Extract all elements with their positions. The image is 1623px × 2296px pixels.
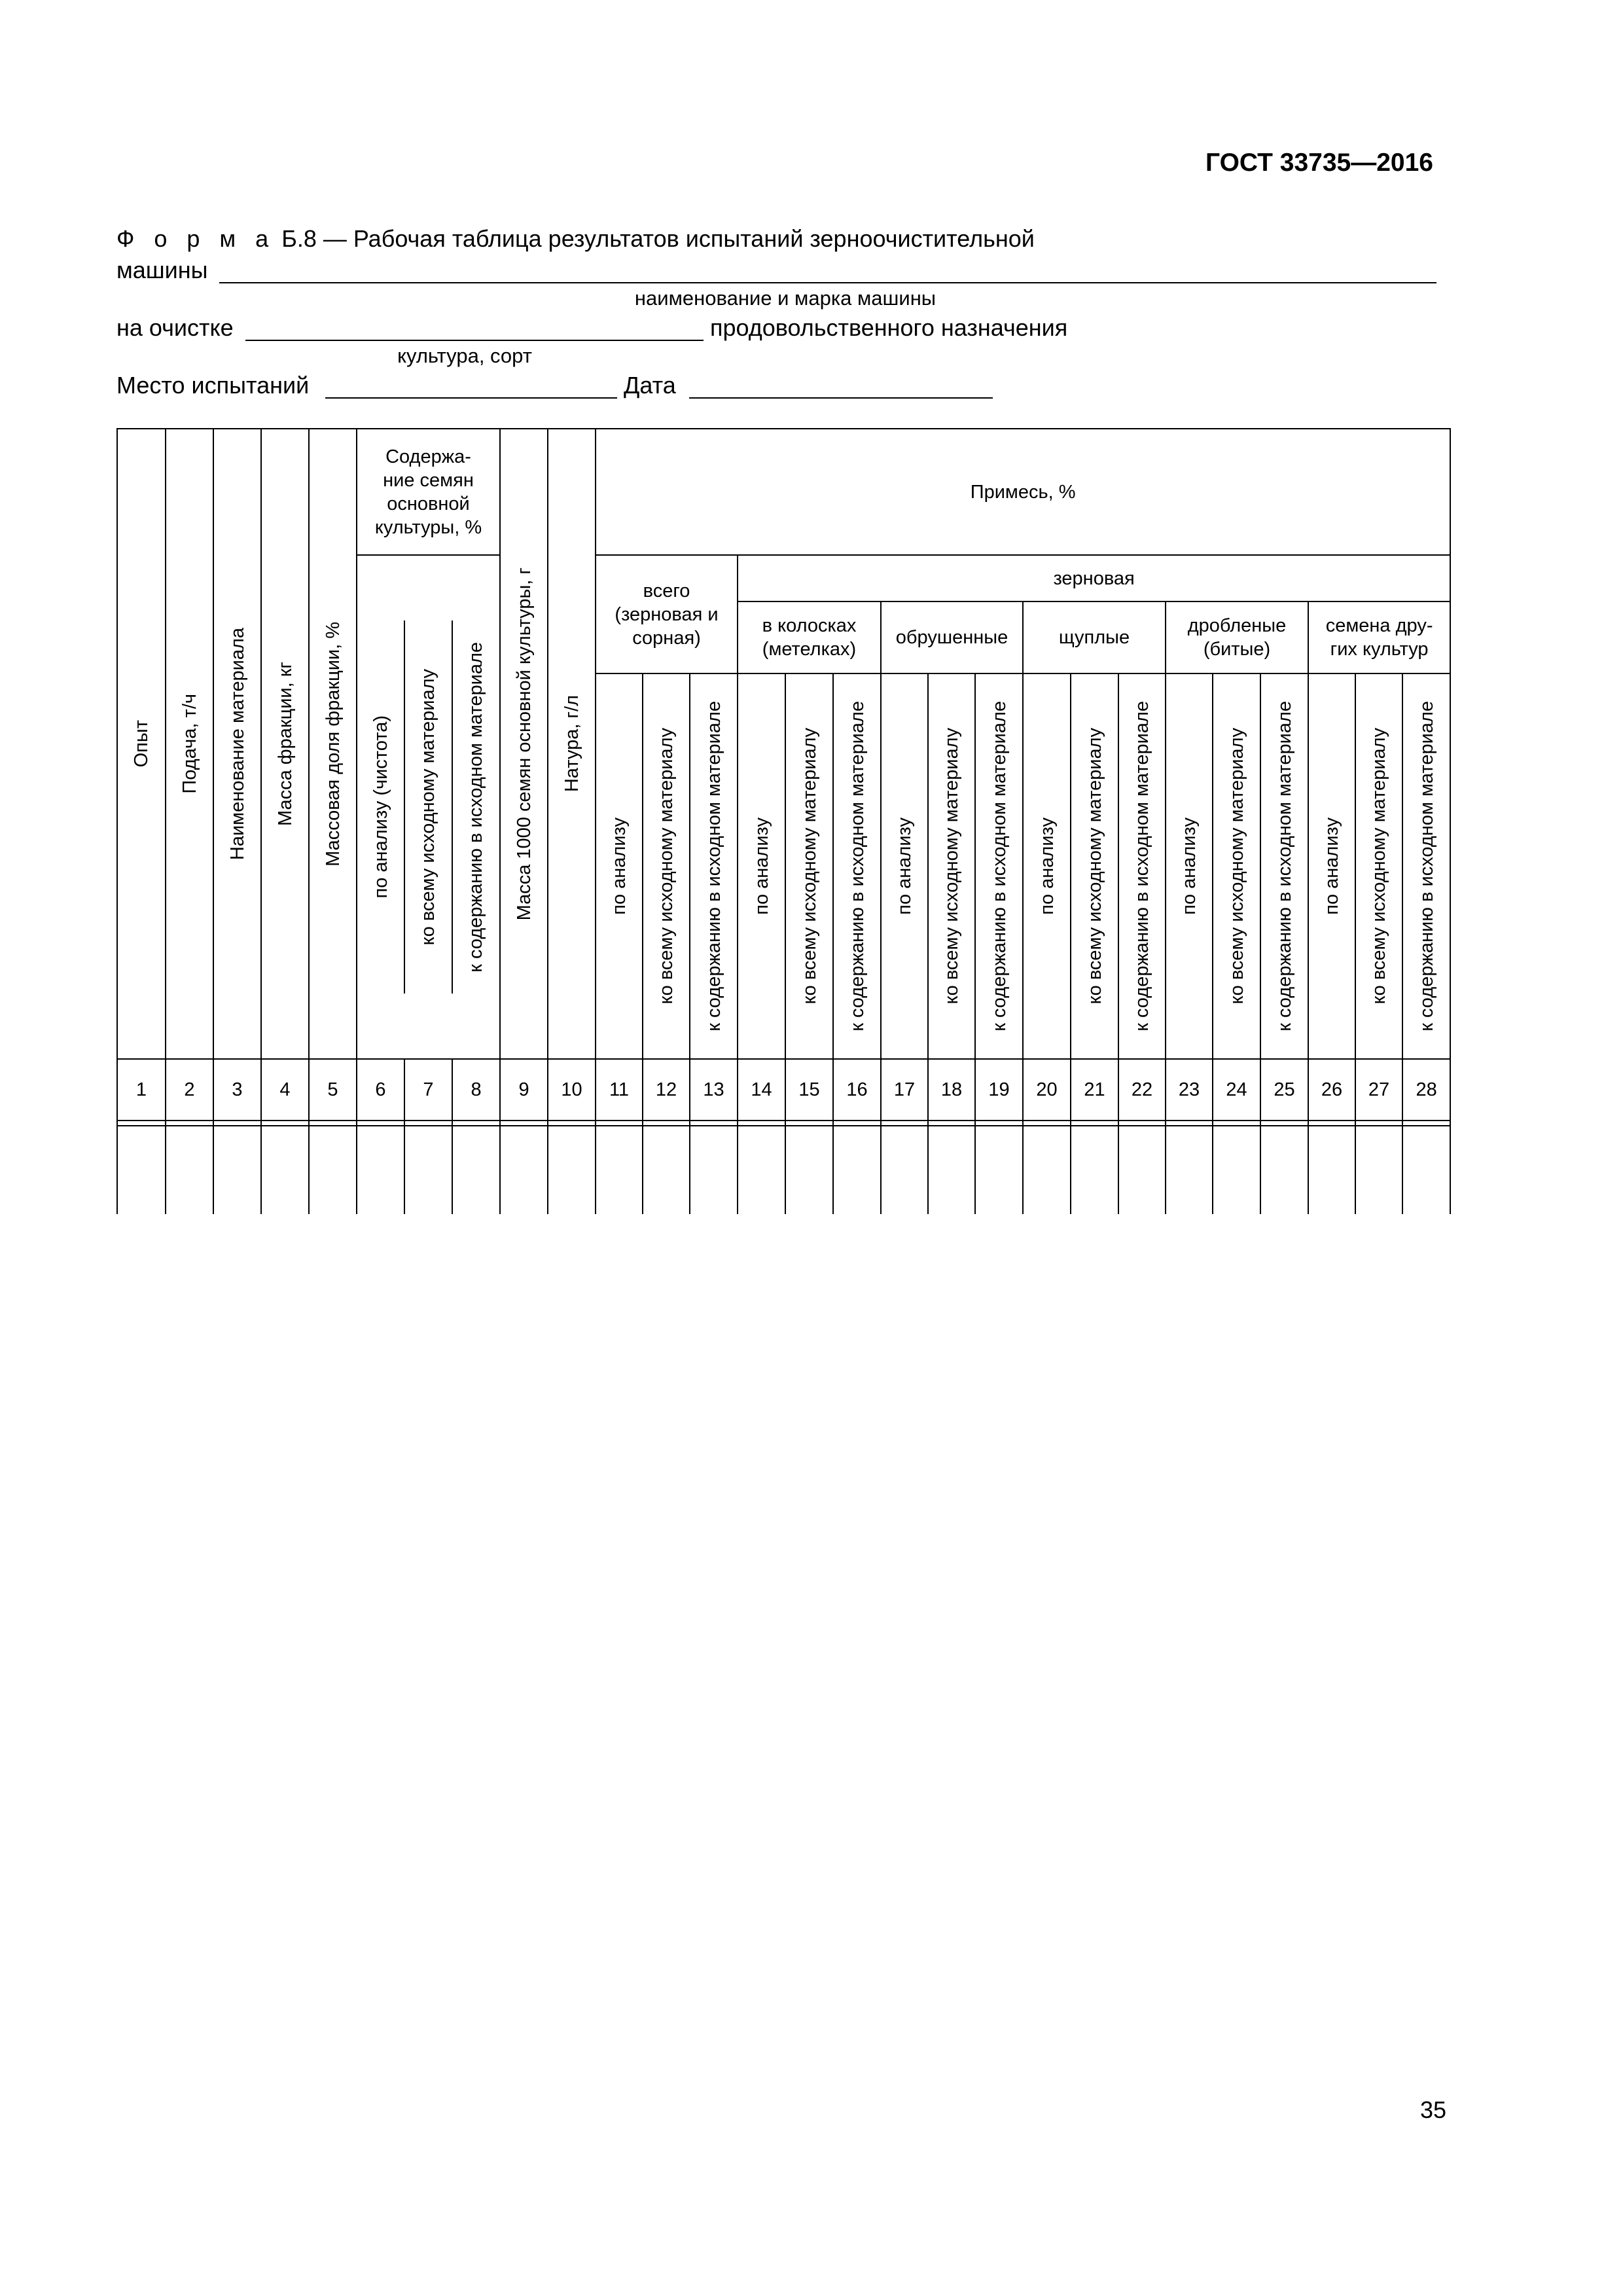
subheader-text: ко всему исходному материалу xyxy=(656,728,677,1005)
column-number: 7 xyxy=(404,1059,452,1121)
table-cell[interactable] xyxy=(785,1126,833,1214)
header-other-seeds: семена дру- гих культур xyxy=(1308,601,1450,673)
table-cell[interactable] xyxy=(1308,1126,1355,1214)
column-number: 12 xyxy=(643,1059,690,1121)
data-entry-row[interactable] xyxy=(117,1126,1450,1214)
table-cell[interactable] xyxy=(1023,1126,1071,1214)
form-title xyxy=(116,224,1035,253)
table-cell[interactable] xyxy=(1355,1126,1402,1214)
header-hulled: обрушенные xyxy=(881,601,1023,673)
table-cell[interactable] xyxy=(213,1126,261,1214)
table-cell[interactable] xyxy=(309,1126,357,1214)
column-number: 22 xyxy=(1118,1059,1166,1121)
culture-field[interactable] xyxy=(245,340,704,341)
place-label: Место испытаний xyxy=(116,372,310,399)
column-number: 3 xyxy=(213,1059,261,1121)
column-number: 23 xyxy=(1166,1059,1213,1121)
header-grain-impurity: зерновая xyxy=(738,555,1450,601)
column-number: 21 xyxy=(1071,1059,1118,1121)
subheader-text: по анализу xyxy=(1179,817,1200,915)
header-main-crop-content: Содержа- ние семян основной культуры, % xyxy=(357,429,500,555)
header-content-to-content xyxy=(452,620,499,994)
column-number: 25 xyxy=(1260,1059,1308,1121)
header-content-to-all-text: ко всему исходному материалу xyxy=(418,668,439,946)
column-number: 2 xyxy=(166,1059,213,1121)
subheader-text: к содержанию в исходном материале xyxy=(846,701,868,1031)
header-ears-by-analysis xyxy=(738,673,785,1059)
header-content-to-content-text: к содержанию в исходном материале xyxy=(465,641,487,973)
header-fraction-mass xyxy=(261,429,309,1059)
column-number: 10 xyxy=(548,1059,596,1121)
column-number-row xyxy=(117,1059,1450,1121)
table-cell[interactable] xyxy=(404,1126,452,1214)
header-content-by-analysis-text: по анализу (чистота) xyxy=(370,715,391,899)
header-shrunk: щуплые xyxy=(1023,601,1166,673)
column-number: 15 xyxy=(785,1059,833,1121)
cleaning-label: на очистке xyxy=(116,314,234,341)
place-field[interactable] xyxy=(325,397,617,399)
table-cell[interactable] xyxy=(975,1126,1023,1214)
table-cell[interactable] xyxy=(261,1126,309,1214)
date-field[interactable] xyxy=(689,397,993,399)
header-crushed-to-content xyxy=(1260,673,1308,1059)
header-fraction-share xyxy=(309,429,357,1059)
header-thousand-seed-mass xyxy=(500,429,548,1059)
column-number: 19 xyxy=(975,1059,1023,1121)
header-content-to-all xyxy=(404,620,452,994)
table-cell[interactable] xyxy=(881,1126,928,1214)
column-number: 18 xyxy=(928,1059,975,1121)
subheader-text: по анализу xyxy=(1321,817,1343,915)
form-title-rest: Б.8 — Рабочая таблица результатов испытаний зерноочистительной xyxy=(275,225,1035,252)
header-shrunk-to-content xyxy=(1118,673,1166,1059)
subheader-text: ко всему исходному материалу xyxy=(1226,728,1247,1005)
header-other-to-all xyxy=(1355,673,1402,1059)
column-number: 28 xyxy=(1402,1059,1450,1121)
column-number: 24 xyxy=(1213,1059,1260,1121)
header-fraction-share-text: Массовая доля фракции, % xyxy=(322,621,344,867)
column-number: 26 xyxy=(1308,1059,1355,1121)
subheader-text: ко всему исходному материалу xyxy=(1368,728,1390,1005)
header-total-to-content xyxy=(690,673,738,1059)
column-number: 14 xyxy=(738,1059,785,1121)
table-cell[interactable] xyxy=(1260,1126,1308,1214)
column-number: 1 xyxy=(117,1059,166,1121)
header-test-weight-text: Натура, г/л xyxy=(561,695,582,793)
subheader-text: по анализу xyxy=(609,817,630,915)
header-material-name-text: Наименование материала xyxy=(226,627,248,861)
table-cell[interactable] xyxy=(738,1126,785,1214)
subheader-text: к содержанию в исходном материале xyxy=(1132,701,1153,1031)
header-feed xyxy=(166,429,213,1059)
table-cell[interactable] xyxy=(1402,1126,1450,1214)
column-number: 9 xyxy=(500,1059,548,1121)
header-in-ears: в колосках (метелках) xyxy=(738,601,881,673)
header-other-to-content xyxy=(1402,673,1450,1059)
header-fraction-mass-text: Масса фракции, кг xyxy=(274,662,296,826)
column-number: 20 xyxy=(1023,1059,1071,1121)
table-cell[interactable] xyxy=(643,1126,690,1214)
header-experiment xyxy=(117,429,166,1059)
column-number: 13 xyxy=(690,1059,738,1121)
subheader-text: к содержанию в исходном материале xyxy=(988,701,1010,1031)
header-impurity-total: всего (зерновая и сорная) xyxy=(596,555,738,673)
machine-field[interactable] xyxy=(219,282,1436,283)
header-crushed-to-all xyxy=(1213,673,1260,1059)
date-label: Дата xyxy=(624,372,676,399)
table-cell[interactable] xyxy=(357,1126,404,1214)
header-crushed: дробленые (битые) xyxy=(1166,601,1308,673)
header-thousand-seed-mass-text: Масса 1000 семян основной культуры, г xyxy=(513,567,535,921)
column-number: 4 xyxy=(261,1059,309,1121)
column-number: 5 xyxy=(309,1059,357,1121)
table-cell[interactable] xyxy=(500,1126,548,1214)
column-number: 6 xyxy=(357,1059,404,1121)
header-total-to-all xyxy=(643,673,690,1059)
header-test-weight xyxy=(548,429,596,1059)
table-cell[interactable] xyxy=(596,1126,643,1214)
column-number: 11 xyxy=(596,1059,643,1121)
machine-label: машины xyxy=(116,257,208,283)
column-number: 17 xyxy=(881,1059,928,1121)
subheader-text: по анализу xyxy=(894,817,916,915)
header-hulled-to-content xyxy=(975,673,1023,1059)
header-hulled-by-analysis xyxy=(881,673,928,1059)
header-feed-text: Подача, т/ч xyxy=(179,694,200,794)
header-ears-to-all xyxy=(785,673,833,1059)
column-number: 16 xyxy=(833,1059,881,1121)
table-cell[interactable] xyxy=(117,1126,166,1214)
table-cell[interactable] xyxy=(452,1126,500,1214)
header-ears-to-content xyxy=(833,673,881,1059)
subheader-text: к содержанию в исходном материале xyxy=(703,701,724,1031)
header-impurity: Примесь, % xyxy=(596,429,1450,555)
header-other-by-analysis xyxy=(1308,673,1355,1059)
machine-caption: наименование и марка машины xyxy=(634,287,936,310)
header-material-name xyxy=(213,429,261,1059)
table-cell[interactable] xyxy=(833,1126,881,1214)
header-crushed-by-analysis xyxy=(1166,673,1213,1059)
table-cell[interactable] xyxy=(690,1126,738,1214)
table-cell[interactable] xyxy=(1118,1126,1166,1214)
form-word: Ф о р м а xyxy=(116,225,276,252)
subheader-text: по анализу xyxy=(751,817,772,915)
subheader-text: ко всему исходному материалу xyxy=(1084,728,1105,1005)
subheader-text: по анализу xyxy=(1036,817,1058,915)
header-content-subcols xyxy=(357,555,500,1059)
table-cell[interactable] xyxy=(548,1126,596,1214)
culture-caption: культура, сорт xyxy=(397,344,532,367)
subheader-text: ко всему исходному материалу xyxy=(798,728,820,1005)
cleaning-suffix: продовольственного назначения xyxy=(710,314,1068,341)
table-cell[interactable] xyxy=(1213,1126,1260,1214)
table-cell[interactable] xyxy=(166,1126,213,1214)
header-experiment-text: Опыт xyxy=(131,720,152,768)
column-number: 8 xyxy=(452,1059,500,1121)
column-number: 27 xyxy=(1355,1059,1402,1121)
header-content-by-analysis xyxy=(357,620,404,994)
header-hulled-to-all xyxy=(928,673,975,1059)
subheader-text: к содержанию в исходном материале xyxy=(1416,701,1437,1031)
table-cell[interactable] xyxy=(1071,1126,1118,1214)
separator-row xyxy=(117,1121,1450,1126)
header-total-by-analysis xyxy=(596,673,643,1059)
table-cell[interactable] xyxy=(1166,1126,1213,1214)
table-cell[interactable] xyxy=(928,1126,975,1214)
header-shrunk-to-all xyxy=(1071,673,1118,1059)
subheader-text: ко всему исходному материалу xyxy=(941,728,963,1005)
document-code: ГОСТ 33735—2016 xyxy=(1205,149,1433,177)
results-table xyxy=(116,428,1451,1214)
subheader-text: к содержанию в исходном материале xyxy=(1274,701,1295,1031)
header-shrunk-by-analysis xyxy=(1023,673,1071,1059)
page-number: 35 xyxy=(1419,2096,1446,2123)
